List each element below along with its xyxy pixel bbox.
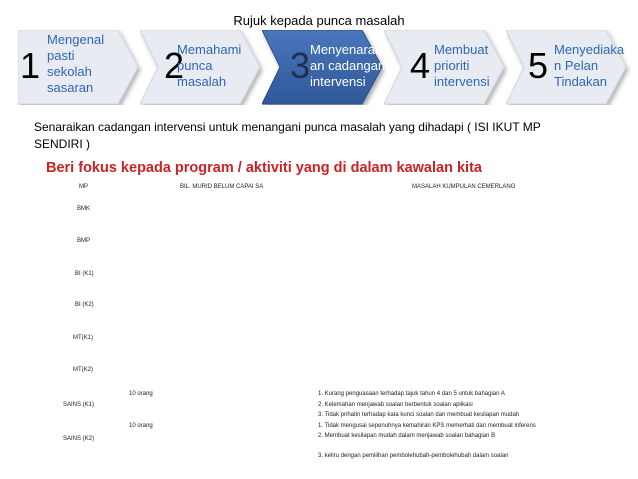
table-row-subject: BMK xyxy=(77,206,91,212)
instruction-text xyxy=(34,119,624,153)
step-2-number: 2 xyxy=(164,45,185,86)
table-header-issues: MASALAH KUMPULAN CEMERLANG xyxy=(412,184,516,190)
table-row-subject: MT(K2) xyxy=(73,367,93,373)
table-row-issue: 2. Kelemahan menjawab soalan berbentuk soalan aplikasi xyxy=(318,402,473,408)
table-row-subject: BMP xyxy=(77,238,91,244)
step-1 xyxy=(18,30,143,105)
step-5-label xyxy=(554,42,624,90)
table-row-subject: SAINS (K2) xyxy=(63,436,95,442)
step-4-label xyxy=(434,42,490,90)
table-row-count: 10 orang xyxy=(129,391,153,397)
step-2-label-line: punca xyxy=(177,58,213,73)
table-row-subject: BI (K1) xyxy=(75,271,94,277)
step-4 xyxy=(384,30,509,105)
step-5-label-line: Menyediaka xyxy=(554,42,625,57)
table-row-issue: 2. Membuat kesilapan mudah dalam menjawab soalan bahagian B xyxy=(318,433,496,439)
step-2-label-line: masalah xyxy=(177,74,227,89)
table-row-issue: 1. Kurang penguasaan terhadap tajuk tahun 4 dan 5 untuk bahagian A xyxy=(318,391,505,397)
table-row-subject: BI (K2) xyxy=(75,302,94,308)
step-3-label-line: an cadangan xyxy=(310,58,386,73)
table-header-mp: MP xyxy=(79,184,88,190)
instruction-line: Senaraikan cadangan intervensi untuk menangani punca masalah yang dihadapi ( ISI IKUT MP xyxy=(34,120,541,134)
step-4-label-line: Membuat xyxy=(434,42,489,57)
step-5-label-line: n Pelan xyxy=(554,58,599,73)
step-3-label-line: Menyenaraik xyxy=(310,42,385,57)
focus-note: Beri fokus kepada program / aktiviti yang di dalam kawalan kita xyxy=(46,160,482,176)
table-header-count: BIL. MURID BELUM CAPAI SA xyxy=(180,184,264,190)
step-1-label-line: Mengenal xyxy=(47,32,105,47)
step-4-number: 4 xyxy=(410,45,431,86)
instruction-line: SENDIRI ) xyxy=(34,137,91,151)
step-1-label-line: sekolah xyxy=(47,64,92,79)
step-3-label xyxy=(310,42,385,90)
step-4-label-line: intervensi xyxy=(434,74,490,89)
step-1-label-line: pasti xyxy=(47,48,75,63)
step-2-label xyxy=(177,42,241,90)
process-steps xyxy=(18,30,626,106)
table-row-issue: 3. keliru dengan pemilihan pembolehubah-pembolehubah dalam soalan xyxy=(318,453,509,459)
step-2 xyxy=(140,30,265,105)
table-row-subject: MT(K1) xyxy=(73,335,93,341)
step-5 xyxy=(506,30,631,105)
step-5-label-line: Tindakan xyxy=(554,74,607,89)
step-1-number: 1 xyxy=(20,45,41,86)
step-1-label-line: sasaran xyxy=(47,80,94,95)
table-row-subject: SAINS (K1) xyxy=(63,402,95,408)
step-3 xyxy=(262,30,387,105)
step-4-label-line: prioriti xyxy=(434,58,470,73)
step-3-label-line: intervensi xyxy=(310,74,366,89)
step-1-label xyxy=(47,32,104,96)
table-row-issue: 1. Tidak mengusai sepenuhnya kemahiran KPS memerhati dan membuat inferens xyxy=(318,423,536,429)
page-title: Rujuk kepada punca masalah xyxy=(233,13,405,28)
table-row-issue: 3. Tidak prihatin terhadap kata kunci soalan dan membuat kesilapan mudah xyxy=(318,412,520,418)
table-row-count: 10 orang xyxy=(129,423,153,429)
step-5-number: 5 xyxy=(528,45,549,86)
step-2-label-line: Memahami xyxy=(177,42,242,57)
step-3-number: 3 xyxy=(290,45,311,86)
